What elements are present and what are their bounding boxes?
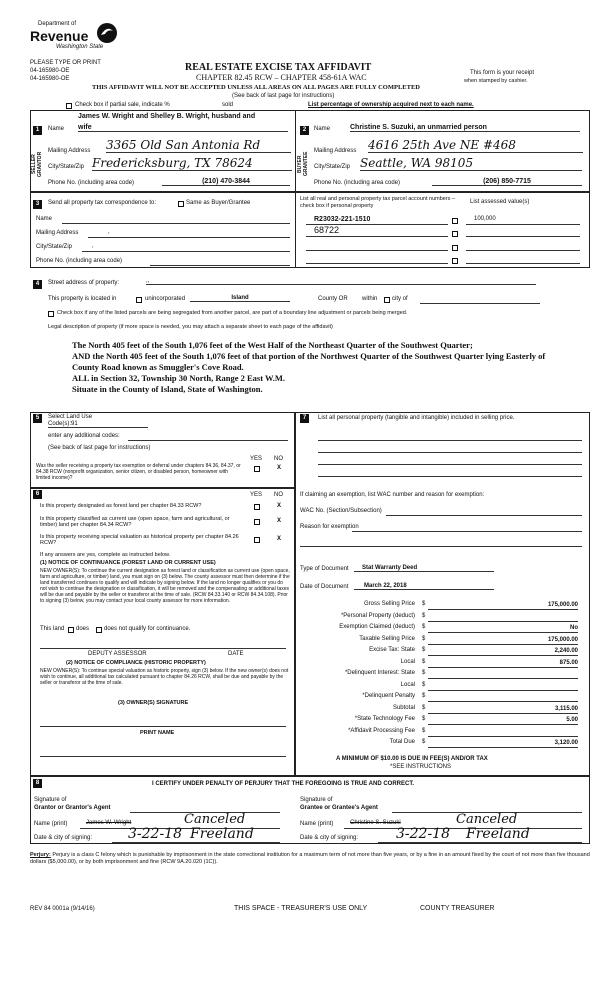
fee-label: *Affidavit Processing Fee [348,727,415,734]
within-label: within [362,296,378,302]
fee-dollar: $ [422,704,426,711]
fee-label: Taxable Selling Price [359,635,415,642]
fee-row [300,646,585,658]
buyer-side-label: BUYER GRANTEE [297,151,309,177]
fee-row [300,715,585,727]
sig-of-grantee: Signature of [300,797,333,803]
grantor-date-city-label: Date & city of signing: [34,835,93,841]
land-use-label: Select Land Use [48,414,93,420]
buyer-city-label: City/State/Zip [314,164,351,170]
fee-dollar: $ [422,693,426,699]
notice-compliance-title: (2) NOTICE OF COMPLIANCE (HISTORIC PROPERTY) [66,660,206,666]
form-code-1: 04-165980-OE [30,68,70,74]
parcel-2-personal-checkbox[interactable] [452,231,458,237]
s6-question-3: Is this property receiving special valuation as historical property per chapter 84.26 RCW? [40,534,239,546]
fee-value: 2,240.00 [428,647,578,656]
fee-row [300,727,585,739]
dor-swirl-icon [96,22,118,44]
does-label: does [76,626,90,632]
s5-no: NO [274,456,283,462]
seller-mail: 3365 Old San Antonia Rd [106,138,291,153]
section-2-number: 2 [300,126,309,135]
buyer-phone-label: Phone No. (including area code) [314,180,401,186]
grantor-sign-date: 3-22-18 [128,826,182,842]
legal-desc-4: Situate in the County of Island, State of Washington. [72,384,263,394]
assessed-1: 100,000 [474,216,496,222]
perjury-label: Perjury: [30,852,51,858]
fee-dollar: $ [422,716,426,722]
doc-date-value: March 22, 2018 [354,583,494,590]
s5-yes: YES [250,456,263,462]
logo-state: Washington State [56,44,104,50]
fee-dollar: $ [422,635,426,642]
deputy-date-label: DATE [228,651,244,657]
fee-label: Exemption Claimed (deduct) [339,624,415,630]
does-not-label: does not qualify for continuance. [104,626,191,632]
s3-mail-label: Mailing Address [36,230,79,236]
legal-description [72,340,572,395]
fee-dollar: $ [422,670,426,676]
section-5-number: 5 [33,414,42,423]
grantor-name-print: James W. Wright [86,820,132,826]
city-of-label: city of [392,296,408,302]
grantee-sign-date: 3-22-18 [396,826,450,842]
seller-city-label: City/State/Zip [48,164,85,170]
fee-value: 175,000.00 [428,636,578,645]
county-label: County OR [318,296,348,302]
unincorporated-checkbox[interactable] [136,297,142,303]
this-land-label: This land [40,626,65,632]
notice-compliance-body: NEW OWNER(S): To continue special valuation as historic property, sign (3) below. If the new owner(s) does not wish to continue, all additional tax calculated pursuant to chapter 84.26 RCW, shall be due and payable by the seller or transferor at the time of sale. [40,668,289,686]
section-6-number: 6 [33,490,42,499]
grantee-agent-label: Grantee or Grantee's Agent [300,805,378,811]
seller-city: Fredericksburg, TX 78624 [92,156,292,171]
exemption-claim-label: If claiming an exemption, list WAC number and reason for exemption: [300,492,485,498]
s6-q3-answer: X [277,536,282,542]
seller-phone: (210) 470-3844 [162,178,290,186]
doc-date-label: Date of Document [300,584,349,590]
s6-no: NO [274,492,283,498]
fee-value: 175,000.00 [428,601,578,610]
notice-continuance-title: (1) NOTICE OF CONTINUANCE (FOREST LAND OR CURRENT USE) [40,560,216,566]
percentage-label: List percentage of ownership acquired next to each name. [308,102,474,108]
fee-row [300,738,585,750]
same-as-buyer-checkbox[interactable] [178,201,184,207]
section-8-number: 8 [33,779,42,788]
fee-label: Subtotal [392,704,415,711]
parcel-list-header: List all real and personal property tax parcel account numbers – check box if personal property [300,196,456,209]
fee-value [428,670,578,679]
exemption-question: Was the seller receiving a property tax exemption or deferral under chapters 84.36, 84.37, or 84.38 RCW (nonprofit organization, senior citizen, or disabled person, homeowner with limited income)? [36,463,241,481]
minimum-note: A MINIMUM OF $10.00 IS DUE IN FEE(S) AND/OR TAX [336,756,488,762]
seller-mail-label: Mailing Address [48,148,91,154]
grantee-cancel-mark: Canceled [456,812,518,827]
owner-signature-label: (3) OWNER(S) SIGNATURE [118,700,189,706]
fee-row [300,669,585,681]
assessed-header: List assessed value(s) [470,199,530,205]
dor-logo [30,20,125,56]
personal-property-label: List all personal property (tangible and intangible) included in selling price. [318,415,515,421]
warning: THIS AFFIDAVIT WILL NOT BE ACCEPTED UNLESS ALL AREAS ON ALL PAGES ARE FULLY COMPLETED [92,84,420,91]
legal-desc-1: The North 405 feet of the South 1,076 feet of the West Half of the Northeast Quarter of the Southwest Quarter; [72,340,473,350]
send-correspondence-label: Send all property tax correspondence to: [48,200,157,206]
s3-city-label: City/State/Zip [36,244,73,250]
legal-desc-3: ALL in Section 32, Township 30 North, Range 2 East W.M. [72,373,286,383]
fee-dollar: $ [422,612,426,619]
county-value: Island [190,295,290,302]
located-label: This property is located in [48,296,117,302]
segregated-label: Check box if any of the listed parcels are being segregated from another parcel, are part of a boundary line adjustment or parcels being merged. [57,310,408,316]
within-city-checkbox[interactable] [384,297,390,303]
s5-answer: X [277,465,282,471]
fee-value [428,693,578,702]
fee-value: No [428,624,578,633]
parcel-2: 68722 [314,225,340,235]
fee-label: Gross Selling Price [363,601,415,607]
buyer-name: Christine S. Suzuki, an unmarried person [350,124,580,132]
fee-value: 5.00 [428,716,578,725]
fee-label: Excise Tax: State [369,647,415,653]
see-instructions: (See back of last page for instructions) [232,93,335,99]
s6-q2-answer: X [277,518,282,524]
grantor-agent-label: Grantor or Grantor's Agent [34,805,111,811]
s6-question-1: Is this property designated as forest land per chapter 84.33 RCW? [40,503,202,509]
fee-row [300,681,585,693]
please-type: PLEASE TYPE OR PRINT [30,60,101,66]
s6-q2-yes-checkbox[interactable] [254,519,260,525]
fee-dollar: $ [422,727,426,734]
form-title: REAL ESTATE EXCISE TAX AFFIDAVIT [185,62,372,73]
grantee-name-print-label: Name (print) [300,821,334,827]
seller-side-label: SELLER GRANTOR [31,151,43,177]
logo-revenue: Revenue [30,28,89,44]
fee-row [300,600,585,612]
certify-statement: I CERTIFY UNDER PENALTY OF PERJURY THAT THE FOREGOING IS TRUE AND CORRECT. [152,781,415,787]
wac-label: WAC No. (Section/Subsection) [300,508,382,514]
fee-value: 875.00 [428,659,578,668]
exemption-reason-label: Reason for exemption [300,524,359,530]
segregated-checkbox[interactable] [48,311,54,317]
section-1-number: 1 [33,126,42,135]
same-as-buyer-label: Same as Buyer/Grantee [186,200,251,206]
parcel-1-personal-checkbox[interactable] [452,218,458,224]
fee-label: *State Technology Fee [354,716,415,722]
receipt-line-1: This form is your receipt [470,70,535,76]
s5-yes-checkbox[interactable] [254,466,260,472]
rev-code: REV 84 0001a (9/14/16) [30,906,95,912]
land-use-code: Code(s):91 [48,421,148,428]
s6-question-2: Is this property classified as current use (open space, farm and agricultural, or timber) land per chapter 84.34 RCW? [40,516,230,528]
s6-if-any: If any answers are yes, complete as instructed below. [40,552,171,558]
seller-name-label: Name [48,126,65,132]
fee-dollar: $ [422,601,426,607]
s3-phone-label: Phone No. (including area code) [36,258,123,264]
buyer-name-label: Name [314,126,331,132]
additional-codes: enter any additional codes: [48,433,120,439]
doc-type-label: Type of Document [300,566,349,572]
s6-yes: YES [250,492,263,498]
form-chapter: CHAPTER 82.45 RCW – CHAPTER 458-61A WAC [196,73,367,82]
does-not-checkbox[interactable] [96,627,102,633]
seller-name-2: wife [78,124,288,132]
fee-row [300,704,585,716]
legal-desc-2: AND the North 405 feet of the South 1,076 feet of that portion of the Northwest Quarter of the Southwest Quarter lying Easterly of County Road known as Smuggler's Cove Road. [72,351,546,372]
buyer-phone: (206) 850-7715 [432,178,582,186]
seller-name-1: James W. Wright and Shelley B. Wright, husband and [78,113,256,120]
fee-dollar: $ [422,739,426,745]
fee-label: *Delinquent Penalty [362,693,415,699]
logo-dept: Department of [38,21,77,27]
perjury-notice [30,852,590,866]
fee-label: Local [400,681,415,688]
grantee-sign-city: Freeland [466,826,530,842]
fee-label: Local [400,658,415,665]
s6-q3-yes-checkbox[interactable] [254,537,260,543]
land-use-see: (See back of last page for instructions) [48,445,151,451]
fee-dollar: $ [422,624,426,630]
fee-value [428,613,578,622]
grantee-name-print: Christine S. Suzuki [350,820,401,826]
parcel-3-personal-checkbox[interactable] [452,245,458,251]
street-value: ,, [146,278,536,285]
fee-row [300,635,585,647]
section-4-number: 4 [33,280,42,289]
street-label: Street address of property: [48,280,120,286]
perjury-text: Perjury is a class C felony which is punishable by imprisonment in the state correctional institution for a maximum term of not more than five years, or by a fine in an amount fixed by the court of not more than five thousand dollars ($5,000.00), or by both imprisonment and fine (RCW 9A.20.020 (1C)). [30,852,590,865]
fee-row [300,623,585,635]
sig-of-grantor: Signature of [34,797,67,803]
partial-sale-label: Check box if partial sale, indicate % [75,102,170,108]
grantor-cancel-mark: Canceled [184,812,246,827]
legal-label: Legal description of property (if more space is needed, you may attach a separate sheet to each page of the affidavit) [48,324,333,330]
grantor-name-print-label: Name (print) [34,821,68,827]
fee-label: *Personal Property (deduct) [340,612,415,619]
s3-comma-2: , [92,243,94,249]
partial-sale-checkbox[interactable] [66,103,72,109]
grantee-date-city-label: Date & city of signing: [300,835,359,841]
sold-label: sold [222,102,234,108]
fee-value [428,682,578,691]
notice-continuance-body: NEW OWNER(S): To continue the current designation as forest land or classification as current use (open space, farm and agriculture, or timber) land, you must sign on (3) below. The county assessor must then determine if the land transferred continues to qualify and will indicate by signing below. If the land no longer qualifies or you do not wish to continue the designation or classification, it will be removed and the compensating or additional taxes will be due and payable by the seller or transferor at the time of sale. (RCW 84.33.140 or RCW 84.34.108). Prior to signing (3) below, you may contact your local county assessor for more information. [40,568,290,604]
doc-type-value: Stat Warranty Deed [354,565,494,572]
fee-dollar: $ [422,681,426,688]
fee-dollar: $ [422,647,426,653]
s3-comma-1: , [108,229,110,235]
deputy-assessor-label: DEPUTY ASSESSOR [88,651,147,657]
parcel-4-personal-checkbox[interactable] [452,258,458,264]
fee-value: 3,120.00 [428,739,578,748]
fee-row [300,612,585,624]
treasurer-space: THIS SPACE - TREASURER'S USE ONLY [234,905,368,912]
grantor-sign-city: Freeland [190,826,254,842]
fee-label: *Delinquent Interest: State [344,670,415,676]
buyer-city: Seattle, WA 98105 [360,156,582,171]
s6-q1-answer: X [277,503,282,509]
section-3-number: 3 [33,200,42,209]
receipt-line-2: when stamped by cashier. [464,78,528,84]
fee-row [300,658,585,670]
fee-row [300,692,585,704]
s6-q1-yes-checkbox[interactable] [254,504,260,510]
fee-label: Total Due [389,739,415,745]
print-name-label: PRINT NAME [140,730,175,736]
seller-phone-label: Phone No. (including area code) [48,180,135,186]
buyer-mail: 4616 25th Ave NE #468 [368,138,583,153]
fee-value [428,728,578,737]
see-instructions-note: *SEE INSTRUCTIONS [390,764,452,770]
section-7-number: 7 [300,414,309,423]
fee-value: 3,115.00 [428,705,578,714]
county-treasurer: COUNTY TREASURER [420,905,495,912]
parcel-1: R23032-221-1510 [314,216,371,223]
buyer-mail-label: Mailing Address [314,148,357,154]
fee-table [300,600,585,750]
unincorporated-label: unincorporated [145,296,186,302]
s3-name-label: Name [36,216,53,222]
form-code-2: 04-165980-OE [30,76,70,82]
fee-dollar: $ [422,658,426,665]
does-checkbox[interactable] [68,627,74,633]
